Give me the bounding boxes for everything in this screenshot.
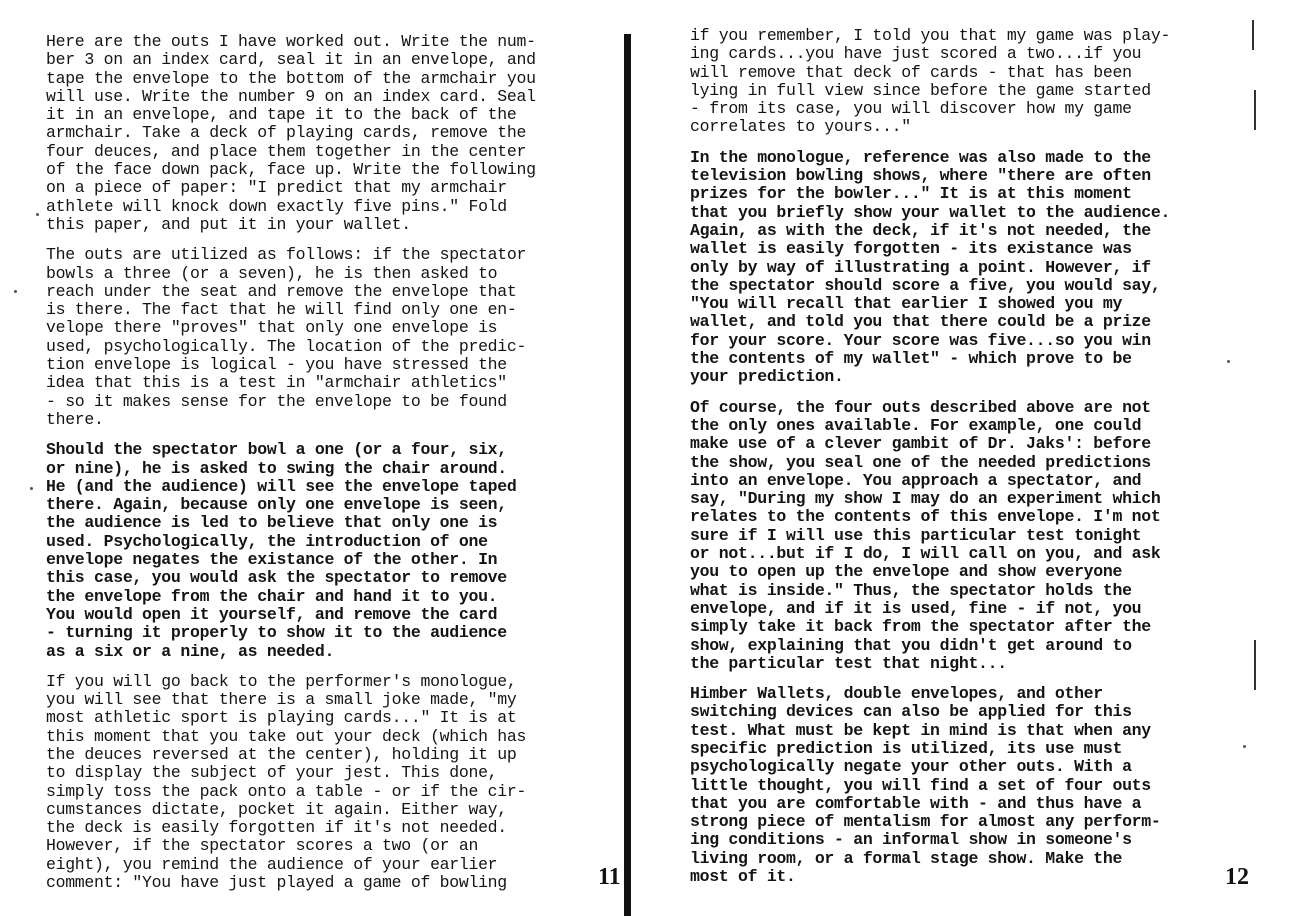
left-paragraph-1: Here are the outs I have worked out. Write the num- ber 3 on an index card, seal it in an envelope, and tape the envelope to the bottom of the armchair you will use. Write the number 9 on an index card. Seal it in an envelope, and tape it to the back of the armchair. Take a deck of playing cards, remove the four deuces, and place them together in the center of the face down pack, face up. Write the following on a piece of paper: "I predict that my armchair athlete will knock down exactly five pins." Fold this paper, and put it in your wallet. — [46, 32, 536, 234]
scan-speck — [30, 487, 33, 490]
scan-speck — [36, 213, 39, 216]
right-text-column — [690, 27, 1230, 898]
scan-speck — [1243, 745, 1246, 748]
page-edge-mark — [1254, 640, 1256, 690]
right-page-number: 12 — [1225, 864, 1249, 890]
center-gutter-line — [624, 34, 631, 916]
right-paragraph-4: Himber Wallets, double envelopes, and other switching devices can also be applied for this test. What must be kept in mind is that when any specific prediction is utilized, its use must psychologically negate your other outs. With a little thought, you will find a set of four outs that you are comfortable with - and thus have a strong piece of mentalism for almost any perform- ing conditions - an informal show in someone's living room, or a formal stage show. Make the most of it. — [690, 684, 1161, 887]
left-page — [0, 0, 624, 916]
right-paragraph-1: if you remember, I told you that my game was play- ing cards...you have just scored a two...if you will remove that deck of cards - that has been lying in full view since before the game started - from its case, you will discover how my game correlates to yours..." — [690, 26, 1171, 137]
page-edge-mark — [1252, 20, 1254, 50]
left-paragraph-4: If you will go back to the performer's monologue, you will see that there is a small joke made, "my most athletic sport is playing cards..." It is at this moment that you take out your deck (which has the deuces reversed at the center), holding it up to display the subject of your jest. This done, simply toss the pack onto a table - or if the cir- cumstances dictate, pocket it again. Either way, the deck is easily forgotten if it's not needed. However, if the spectator scores a two (or an eight), you remind the audience of your earlier comment: "You have just played a game of bowling — [46, 671, 527, 893]
scan-speck — [1227, 360, 1230, 363]
page-edge-mark — [1254, 90, 1256, 130]
left-paragraph-3: Should the spectator bowl a one (or a four, six, or nine), he is asked to swing the chair around. He (and the audience) will see the envelope taped there. Again, because only one envelope is seen, the audience is led to believe that only one is used. Psychologically, the introduction of one envelope negates the existance of the other. In this case, you would ask the spectator to remove the envelope from the chair and hand it to you. You would open it yourself, and remove the card - turning it properly to show it to the audience as a six or a nine, as needed. — [46, 440, 517, 661]
left-page-number: 11 — [598, 864, 621, 890]
left-text-column — [46, 33, 606, 904]
right-paragraph-3: Of course, the four outs described above are not the only ones available. For example, one could make use of a clever gambit of Dr. Jaks': before the show, you seal one of the needed predictions into an envelope. You approach a spectator, and say, "During my show I may do an experiment which relates to the contents of this envelope. I'm not sure if I will use this particular test tonight or not...but if I do, I will call on you, and ask you to open up the envelope and show everyone what is inside." Thus, the spectator holds the envelope, and if it is used, fine - if not, you simply take it back from the spectator after the show, explaining that you didn't get around to the particular test that night... — [690, 397, 1161, 673]
scan-speck — [14, 290, 17, 293]
left-paragraph-2: The outs are utilized as follows: if the spectator bowls a three (or a seven), he is then asked to reach under the seat and remove the envelope that is there. The fact that he will find only one en- velope there "proves" that only one envelope is used, psychologically. The location of the predic- tion envelope is logical - you have stressed the idea that this is a test in "armchair athletics" - so it makes sense for the envelope to be found there. — [46, 245, 527, 429]
right-page — [640, 0, 1290, 916]
right-paragraph-2: In the monologue, reference was also made to the television bowling shows, where "there are often prizes for the bowler..." It is at this moment that you briefly show your wallet to the audience. Again, as with the deck, if it's not needed, the wallet is easily forgotten - its existance was only by way of illustrating a point. However, if the spectator should score a five, you would say, "You will recall that earlier I showed you my wallet, and told you that there could be a prize for your score. Your score was five...so you win the contents of my wallet" - which prove to be your prediction. — [690, 147, 1171, 387]
